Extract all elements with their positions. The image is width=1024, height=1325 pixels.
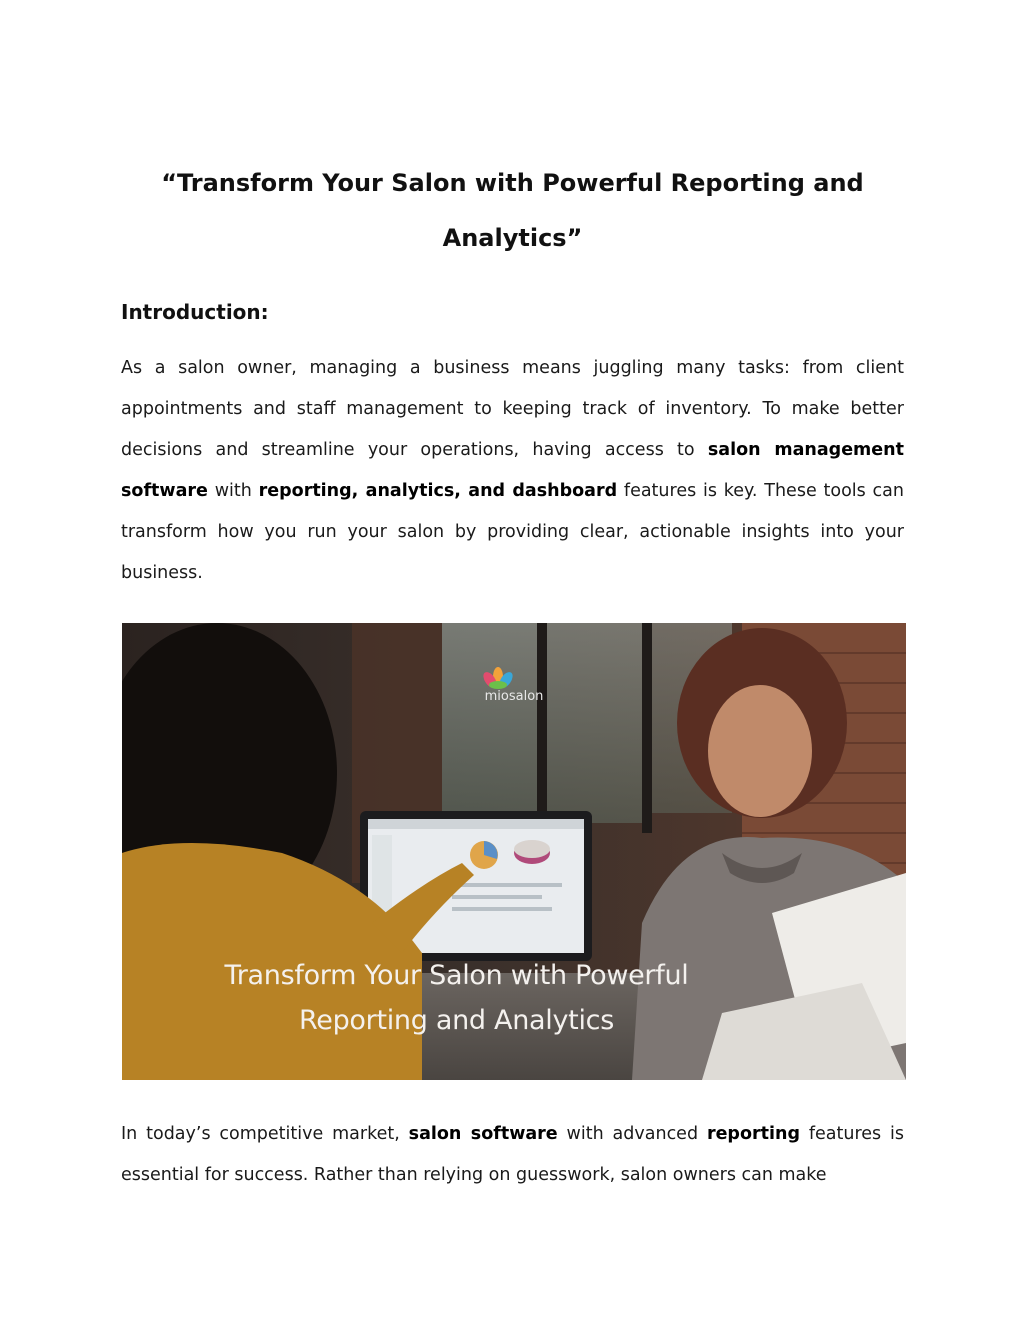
intro-bold-2: reporting, analytics, and dashboard <box>258 481 618 501</box>
intro-text-2: with <box>207 481 259 501</box>
intro-paragraph <box>121 348 904 594</box>
intro-text-3: features is key. These tools can transform how you run your salon by providing clear, actionable insights into your business. <box>121 481 904 583</box>
second-text-2: with advanced <box>557 1124 707 1144</box>
second-text-1: In today’s competitive market, <box>121 1124 409 1144</box>
document-title: “Transform Your Salon with Powerful Reporting and Analytics” <box>161 169 864 252</box>
second-paragraph <box>121 1114 904 1196</box>
hero-image <box>122 623 906 1080</box>
second-text-3: features is essential for success. Rather than relying on guesswork, salon owners can make <box>121 1124 904 1185</box>
second-bold-2: reporting <box>706 1124 800 1144</box>
introduction-heading: Introduction: <box>121 300 269 324</box>
second-bold-1: salon software <box>408 1124 558 1144</box>
brand-logo <box>478 667 550 704</box>
hero-caption-line-2: Reporting and Analytics <box>299 1005 614 1036</box>
hero-caption <box>122 953 906 1043</box>
lotus-icon <box>478 667 518 691</box>
logo-text: miosalon <box>484 689 544 704</box>
hero-caption-line-1: Transform Your Salon with Powerful <box>224 960 689 991</box>
intro-bold-1: salon management software <box>121 440 904 501</box>
intro-text-1: As a salon owner, managing a business means juggling many tasks: from client appointments and staff management to keeping track of inventory. To make better decisions and streamline your operations, having access to <box>121 358 904 460</box>
